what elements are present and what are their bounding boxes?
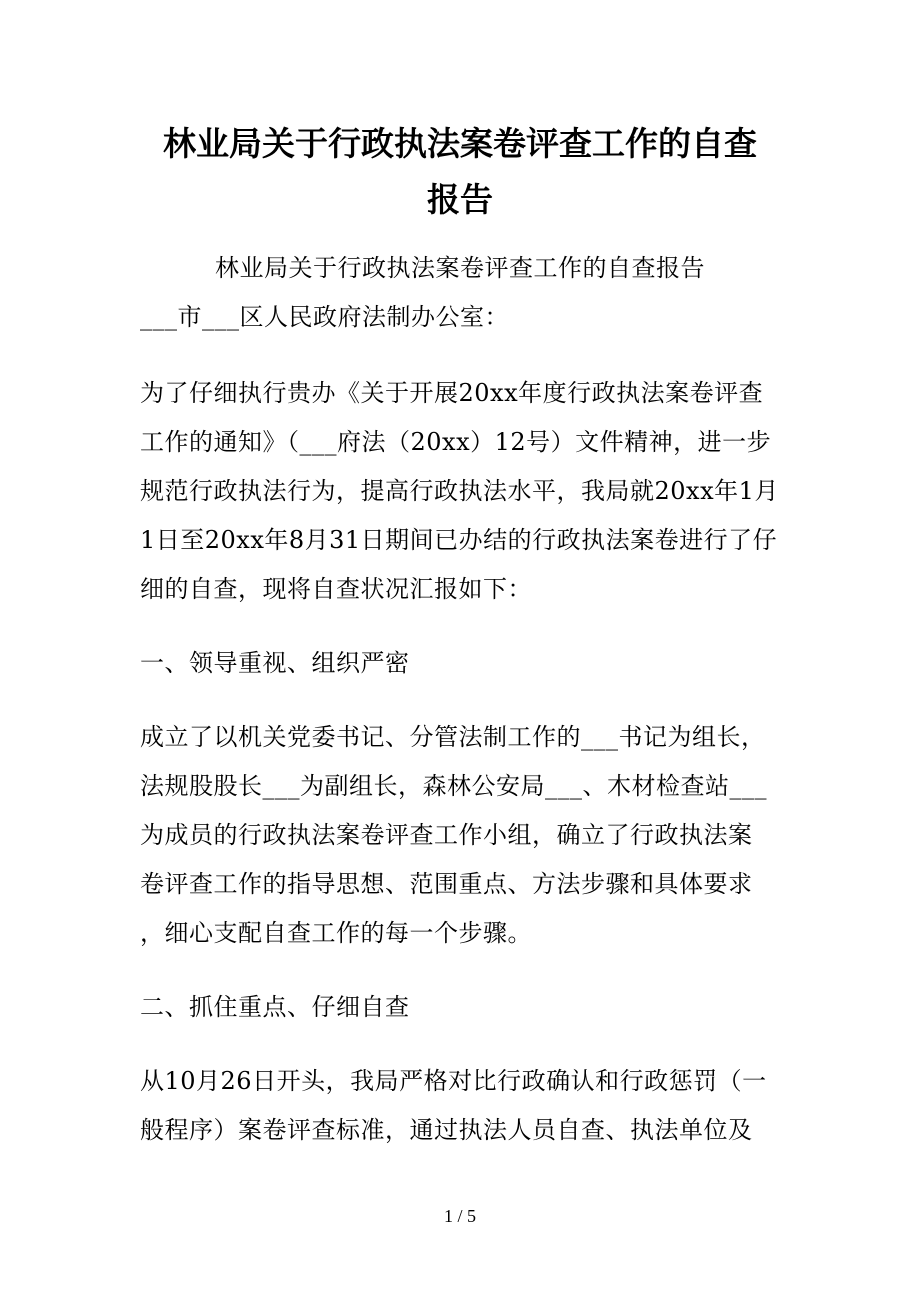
paragraph-line: 1日至20xx年8月31日期间已办结的行政执法案卷进行了仔 [140, 526, 778, 554]
paragraph-line: ，细心支配自查工作的每一个步骤。 [140, 919, 532, 947]
paragraph-line: 工作的通知》（___府法（20xx）12号）文件精神，进一步 [140, 428, 772, 456]
title-line-2: 报告 [427, 180, 493, 219]
paragraph-line: 细的自查，现将自查状况汇报如下： [140, 575, 532, 603]
addressee-line: ___市___区人民政府法制办公室： [140, 303, 509, 331]
page-number: 1 / 5 [443, 1206, 476, 1226]
document-title [130, 116, 790, 228]
title-line-1: 林业局关于行政执法案卷评查工作的自查 [163, 124, 757, 163]
paragraph-line: 般程序）案卷评查标准，通过执法人员自查、执法单位及 [140, 1116, 753, 1144]
section-heading-2: 二、抓住重点、仔细自查 [140, 993, 410, 1021]
paragraph-line: 规范行政执法行为，提高行政执法水平，我局就20xx年1月 [140, 477, 779, 505]
paragraph-line: 为了仔细执行贵办《关于开展20xx年度行政执法案卷评查 [140, 379, 764, 407]
document-subtitle: 林业局关于行政执法案卷评查工作的自查报告 [215, 254, 705, 282]
section-heading-1: 一、领导重视、组织严密 [140, 649, 410, 677]
paragraph-line: 卷评查工作的指导思想、范围重点、方法步骤和具体要求 [140, 870, 753, 898]
paragraph-line: 为成员的行政执法案卷评查工作小组，确立了行政执法案 [140, 821, 753, 849]
paragraph-line: 成立了以机关党委书记、分管法制工作的___书记为组长， [140, 723, 766, 751]
paragraph-line: 从10月26日开头，我局严格对比行政确认和行政惩罚（一 [140, 1067, 767, 1095]
paragraph-line: 法规股股长___为副组长，森林公安局___、木材检查站___ [140, 772, 767, 800]
